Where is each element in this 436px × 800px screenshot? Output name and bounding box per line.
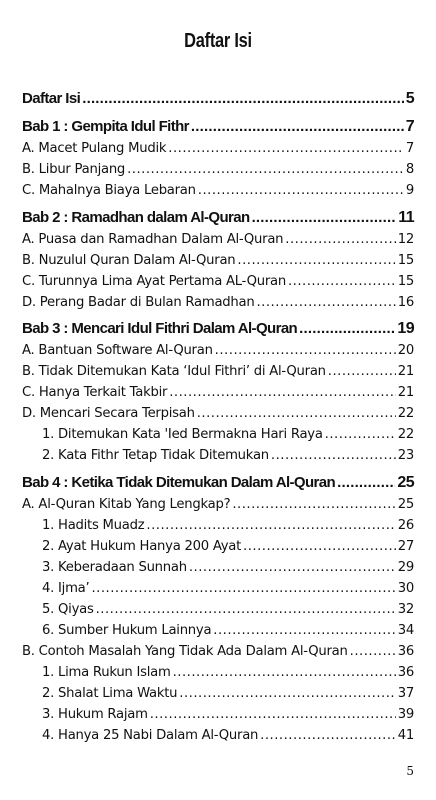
toc-entry-title: A. Macet Pulang Mudik <box>22 141 167 156</box>
toc-leader <box>179 686 395 701</box>
toc-subsection[interactable] <box>22 560 414 575</box>
toc-section[interactable] <box>22 644 414 659</box>
toc-entry-page: 29 <box>397 560 414 575</box>
toc-entry-daftar-isi[interactable] <box>22 90 414 108</box>
toc-subsection[interactable] <box>22 448 414 463</box>
toc-entry-page: 8 <box>405 162 414 177</box>
toc-leader <box>168 141 404 156</box>
toc-entry-title: Bab 2 : Ramadhan dalam Al-Quran <box>22 209 250 226</box>
page-title: Daftar Isi <box>184 30 252 52</box>
toc-entry-title: Bab 3 : Mencari Idul Fithri Dalam Al-Quran <box>22 320 298 337</box>
toc-entry-title: 3. Hukum Rajam <box>42 707 148 722</box>
toc-entry-page: 30 <box>397 581 414 596</box>
toc-subsection[interactable] <box>22 427 414 442</box>
toc-entry-page: 22 <box>397 427 414 442</box>
toc-entry-page: 16 <box>397 295 414 310</box>
toc-entry-title: C. Hanya Terkait Takbir <box>22 385 168 400</box>
toc-entry-title: 2. Shalat Lima Waktu <box>42 686 178 701</box>
toc-entry-page: 21 <box>397 385 414 400</box>
toc-leader <box>146 518 395 533</box>
toc-entry-page: 12 <box>397 232 414 247</box>
toc-entry-page: 7 <box>405 141 414 156</box>
toc-leader <box>299 320 395 337</box>
toc-entry-title: 6. Sumber Hukum Lainnya <box>42 623 212 638</box>
toc-entry-title: 1. Hadits Muadz <box>42 518 145 533</box>
toc-entry-page: 23 <box>397 448 414 463</box>
toc-subsection[interactable] <box>22 623 414 638</box>
toc-leader <box>288 274 396 289</box>
toc-leader <box>243 539 396 554</box>
toc-entry-page: 20 <box>397 343 414 358</box>
toc-leader <box>150 707 396 722</box>
toc-entry-page: 7 <box>405 118 414 135</box>
toc-leader <box>173 665 396 680</box>
toc-section[interactable] <box>22 406 414 421</box>
toc-entry-title: 2. Kata Fithr Tetap Tidak Ditemukan <box>42 448 269 463</box>
toc-subsection[interactable] <box>22 728 414 743</box>
toc-entry-title: D. Perang Badar di Bulan Ramadhan <box>22 295 255 310</box>
toc-section[interactable] <box>22 274 414 289</box>
toc-entry-page: 15 <box>397 253 414 268</box>
toc-entry-page: 5 <box>405 90 414 107</box>
toc-chapter-3[interactable] <box>22 320 414 338</box>
toc-section[interactable] <box>22 183 414 198</box>
toc-entry-page: 25 <box>397 474 414 491</box>
toc-chapter-4[interactable] <box>22 474 414 492</box>
toc-entry-page: 25 <box>397 497 414 512</box>
toc-leader <box>232 497 395 512</box>
toc-entry-page: 19 <box>397 320 414 337</box>
toc-entry-title: B. Nuzulul Quran Dalam Al-Quran <box>22 253 236 268</box>
toc-section[interactable] <box>22 295 414 310</box>
toc-section[interactable] <box>22 232 414 247</box>
toc-section[interactable] <box>22 141 414 156</box>
page-number: 5 <box>406 764 414 778</box>
toc-leader <box>271 448 396 463</box>
toc-leader <box>169 385 396 400</box>
toc-entry-page: 41 <box>397 728 414 743</box>
toc-leader <box>189 560 396 575</box>
toc-entry-page: 15 <box>397 274 414 289</box>
toc-subsection[interactable] <box>22 518 414 533</box>
toc-section[interactable] <box>22 253 414 268</box>
toc-entry-title: C. Turunnya Lima Ayat Pertama AL-Quran <box>22 274 286 289</box>
toc-leader <box>91 581 395 596</box>
toc-subsection[interactable] <box>22 707 414 722</box>
toc-leader <box>213 623 395 638</box>
toc-entry-page: 34 <box>397 623 414 638</box>
toc-entry-title: 5. Qiyas <box>42 602 94 617</box>
toc-entry-page: 11 <box>398 209 414 226</box>
toc-section[interactable] <box>22 343 414 358</box>
toc-entry-title: A. Bantuan Software Al-Quran <box>22 343 213 358</box>
toc-section[interactable] <box>22 497 414 512</box>
toc-entry-title: Bab 1 : Gempita Idul Fithr <box>22 118 189 135</box>
toc-subsection[interactable] <box>22 581 414 596</box>
toc-entry-title: B. Libur Panjang <box>22 162 126 177</box>
toc-leader <box>191 118 404 135</box>
toc-entry-page: 27 <box>397 539 414 554</box>
toc-entry-title: A. Al-Quran Kitab Yang Lengkap? <box>22 497 231 512</box>
toc-entry-page: 21 <box>397 364 414 379</box>
toc-leader <box>350 644 396 659</box>
toc-subsection[interactable] <box>22 539 414 554</box>
toc-section[interactable] <box>22 364 414 379</box>
toc-entry-page: 37 <box>397 686 414 701</box>
toc-entry-page: 39 <box>397 707 414 722</box>
toc-entry-title: Daftar Isi <box>22 90 81 107</box>
toc-leader <box>285 232 395 247</box>
toc-entry-page: 9 <box>405 183 414 198</box>
toc-leader <box>197 406 396 421</box>
toc-entry-title: 2. Ayat Hukum Hanya 200 Ayat <box>42 539 242 554</box>
toc-leader <box>325 427 396 442</box>
toc-entry-page: 36 <box>397 644 414 659</box>
toc-entry-title: D. Mencari Secara Terpisah <box>22 406 195 421</box>
toc-entry-title: 4. Hanya 25 Nabi Dalam Al-Quran <box>42 728 259 743</box>
toc-subsection[interactable] <box>22 665 414 680</box>
toc-entry-title: Bab 4 : Ketika Tidak Ditemukan Dalam Al-Quran <box>22 474 336 491</box>
toc-chapter-1[interactable] <box>22 118 414 136</box>
toc-leader <box>260 728 396 743</box>
toc-section[interactable] <box>22 385 414 400</box>
toc-leader <box>337 474 395 491</box>
toc-entry-title: 1. Ditemukan Kata 'Ied Bermakna Hari Raya <box>42 427 323 442</box>
toc-leader <box>198 183 404 198</box>
toc-leader <box>256 295 395 310</box>
toc-entry-title: 3. Keberadaan Sunnah <box>42 560 187 575</box>
toc-leader <box>215 343 396 358</box>
toc-entry-page: 36 <box>397 665 414 680</box>
toc-leader <box>96 602 396 617</box>
toc-entry-title: 1. Lima Rukun Islam <box>42 665 171 680</box>
toc-chapter-2[interactable] <box>22 209 414 227</box>
toc-entry-page: 32 <box>397 602 414 617</box>
toc-leader <box>328 364 396 379</box>
toc-entry-title: C. Mahalnya Biaya Lebaran <box>22 183 196 198</box>
toc-subsection[interactable] <box>22 602 414 617</box>
toc-section[interactable] <box>22 162 414 177</box>
toc-subsection[interactable] <box>22 686 414 701</box>
toc-leader <box>237 253 395 268</box>
toc-entry-page: 26 <box>397 518 414 533</box>
toc-entry-title: B. Tidak Ditemukan Kata ‘Idul Fithri’ di Al-Quran <box>22 364 326 379</box>
toc-leader <box>82 90 403 107</box>
toc-entry-title: 4. Ijma’ <box>42 581 90 596</box>
toc-entry-page: 22 <box>397 406 414 421</box>
toc-entry-title: A. Puasa dan Ramadhan Dalam Al-Quran <box>22 232 284 247</box>
toc-entry-title: B. Contoh Masalah Yang Tidak Ada Dalam Al-Quran <box>22 644 348 659</box>
toc-leader <box>252 209 397 226</box>
toc-leader <box>127 162 404 177</box>
